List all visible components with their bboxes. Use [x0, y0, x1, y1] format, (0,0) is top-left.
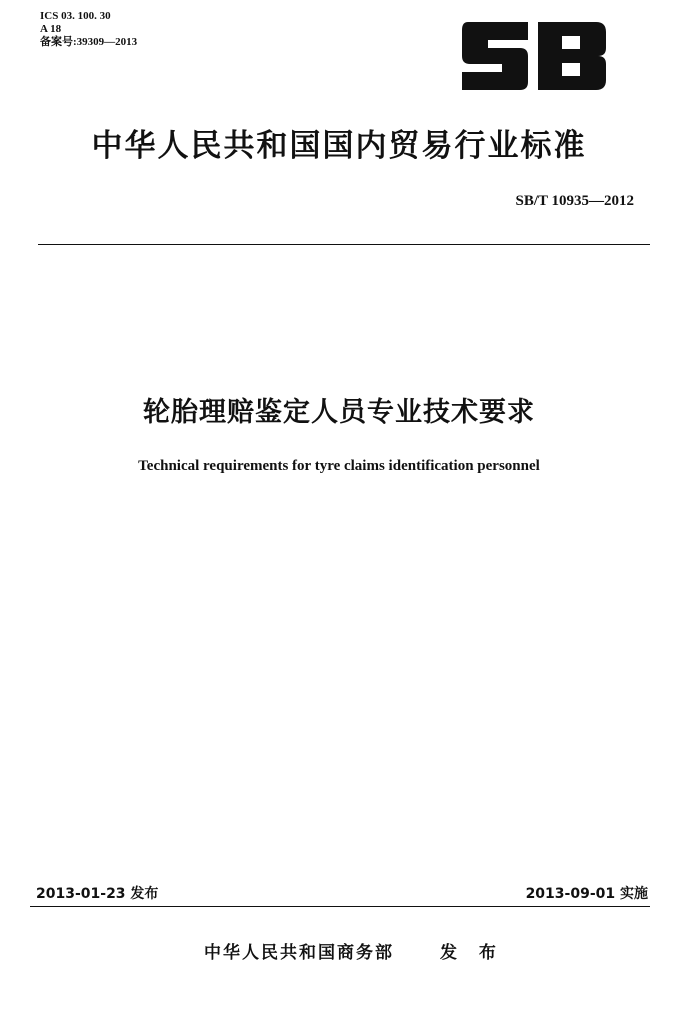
- filing-number: 备案号:39309—2013: [40, 36, 138, 48]
- document-codes: [40, 10, 137, 49]
- ccs-code: A 18: [40, 23, 62, 35]
- standard-category-title: 中华人民共和国国内贸易行业标准: [91, 128, 587, 164]
- sb-logo-graphic: [462, 22, 606, 90]
- sb-logo: [462, 22, 606, 90]
- issue-label: 发 布: [440, 943, 504, 963]
- header-divider: [38, 244, 650, 245]
- issuing-authority: 中华人民共和国商务部: [204, 943, 394, 963]
- ics-code: ICS 03. 100. 30: [40, 10, 111, 22]
- standard-number: SB/T 10935—2012: [515, 193, 634, 209]
- footer-divider: [30, 906, 650, 907]
- document-title-cn: 轮胎理赔鉴定人员专业技术要求: [143, 397, 535, 428]
- publish-date: 2013-01-23 发布: [36, 886, 159, 902]
- implementation-date: 2013-09-01 实施: [525, 886, 648, 902]
- document-title-en: Technical requirements for tyre claims identification personnel: [138, 458, 540, 474]
